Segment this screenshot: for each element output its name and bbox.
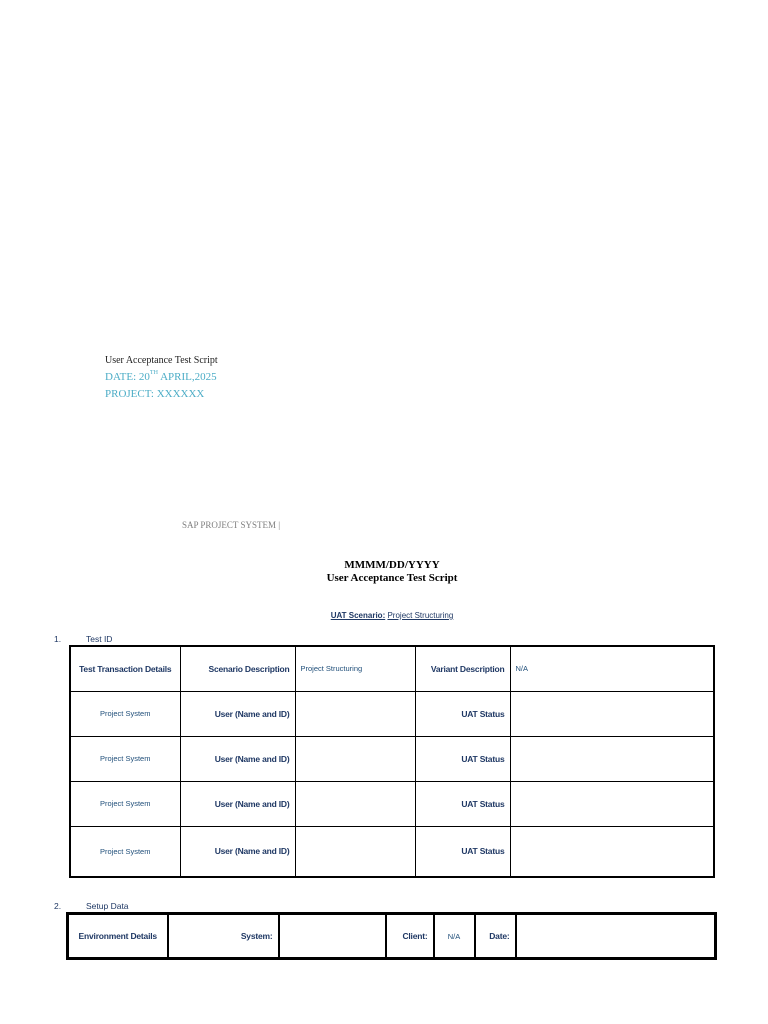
scenario-description-value[interactable]: Project Structuring [295,646,415,691]
uat-status-value-cell[interactable] [510,691,714,736]
setup-data-table [66,912,717,960]
user-label-cell: User (Name and ID) [180,781,295,826]
document-date-placeholder: MMMM/DD/YYYY [344,559,440,571]
system-cell: Project System [70,736,180,781]
user-value-cell[interactable] [295,826,415,877]
user-value-cell[interactable] [295,781,415,826]
uat-status-label-cell: UAT Status [415,736,510,781]
client-value-cell[interactable]: N/A [434,914,475,959]
cover-project: PROJECT: XXXXXX [105,388,205,400]
uat-status-value-cell[interactable] [510,826,714,877]
uat-status-value-cell[interactable] [510,781,714,826]
user-value-cell[interactable] [295,691,415,736]
variant-description-value[interactable]: N/A [510,646,714,691]
environment-details-label: Environment Details [68,914,168,959]
cover-date [105,371,217,383]
test-id-table [69,645,715,878]
uat-status-value-cell[interactable] [510,736,714,781]
test-transaction-details-header: Test Transaction Details [70,646,180,691]
cover-date-prefix: DATE: 20 [105,371,150,383]
user-label-cell: User (Name and ID) [180,736,295,781]
system-cell: Project System [70,826,180,877]
table-header-row [70,646,714,691]
table-row [70,781,714,826]
document-title: User Acceptance Test Script [326,572,458,584]
table-row [70,691,714,736]
date-value-cell[interactable] [516,914,716,959]
cover-date-sup: TH [149,370,158,376]
scenario-description-header: Scenario Description [180,646,295,691]
section-number: 1. [54,634,62,644]
footer-system-label: SAP PROJECT SYSTEM | [182,520,281,530]
uat-scenario-label: UAT Scenario: [330,611,386,620]
cover-date-suffix: APRIL,2025 [157,371,217,383]
system-label: System: [168,914,279,959]
variant-description-header: Variant Description [415,646,510,691]
section-title: Test ID [86,634,113,644]
cover-title: User Acceptance Test Script [105,355,218,366]
uat-status-label-cell: UAT Status [415,781,510,826]
uat-scenario [0,611,768,620]
section-number: 2. [54,901,62,911]
table-row [68,914,716,959]
client-label: Client: [386,914,434,959]
section-title: Setup Data [86,901,129,911]
user-label-cell: User (Name and ID) [180,691,295,736]
system-cell: Project System [70,691,180,736]
user-value-cell[interactable] [295,736,415,781]
uat-status-label-cell: UAT Status [415,826,510,877]
uat-status-label-cell: UAT Status [415,691,510,736]
system-value-cell[interactable] [279,914,386,959]
system-cell: Project System [70,781,180,826]
table-row [70,736,714,781]
uat-scenario-value: Project Structuring [387,611,454,620]
date-label: Date: [475,914,516,959]
user-label-cell: User (Name and ID) [180,826,295,877]
table-row [70,826,714,877]
